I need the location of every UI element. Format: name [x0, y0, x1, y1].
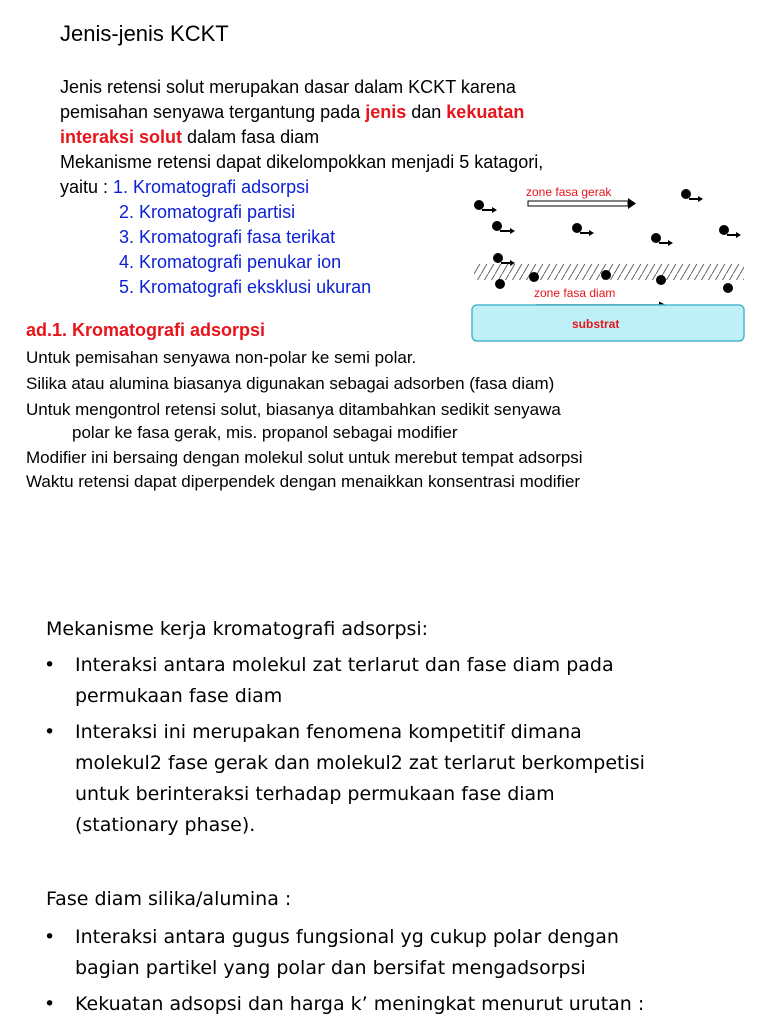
page-title: Jenis-jenis KCKT — [60, 21, 229, 46]
solute-molecule — [719, 225, 741, 238]
adsorbed-molecule — [723, 283, 733, 293]
adsorbed-molecule — [601, 270, 611, 280]
category-item-5: 5. Kromatografi eksklusi ukuran — [119, 277, 372, 297]
mechanism-bullet-2-line: untuk berinteraksi terhadap permukaan fase diam — [75, 783, 555, 805]
body-line: Modifier ini bersaing dengan molekul solut untuk merebut tempat adsorpsi — [26, 448, 583, 467]
intro-text: pemisahan senyawa tergantung pada — [60, 102, 366, 122]
zone-stationary-label: zone fasa diam — [534, 286, 616, 300]
phase-heading: Fase diam silika/alumina : — [46, 888, 292, 910]
phase-bullet-1-line: Interaksi antara gugus fungsional yg cukup polar dengan — [75, 926, 619, 948]
highlight-kekuatan: kekuatan — [446, 102, 525, 122]
category-item-1: 1. Kromatografi adsorpsi — [113, 177, 310, 197]
adsorbed-molecule — [495, 279, 505, 289]
intro-line-2 — [60, 100, 524, 125]
body-line: Silika atau alumina biasanya digunakan sebagai adsorben (fasa diam) — [26, 374, 555, 393]
category-item-3: 3. Kromatografi fasa terikat — [119, 227, 336, 247]
adsorbed-molecule — [656, 275, 666, 285]
category-item-2: 2. Kromatografi partisi — [119, 202, 296, 222]
solute-molecule — [681, 189, 703, 202]
phase-bullet-1-line: bagian partikel yang polar dan bersifat mengadsorpsi — [75, 957, 586, 979]
intro-text: dalam fasa diam — [182, 127, 320, 147]
highlight-interaksi-solut: interaksi solut — [60, 127, 183, 147]
substrate-label: substrat — [572, 317, 620, 331]
bullet-icon: • — [44, 721, 56, 743]
mechanism-heading: Mekanisme kerja kromatografi adsorpsi: — [46, 618, 429, 640]
solute-molecule — [492, 221, 515, 234]
section-title: ad.1. Kromatografi adsorpsi — [26, 320, 266, 340]
zone-mobile-arrow — [528, 198, 636, 209]
body-line: Untuk pemisahan senyawa non-polar ke semi polar. — [26, 348, 417, 367]
intro-text: yaitu : — [60, 177, 114, 197]
body-line: Waktu retensi dapat diperpendek dengan menaikkan konsentrasi modifier — [26, 472, 581, 491]
solute-molecule — [651, 233, 673, 246]
intro-line-5 — [60, 175, 309, 200]
intro-line-1: Jenis retensi solut merupakan dasar dalam KCKT karena — [60, 77, 516, 97]
bullet-icon: • — [44, 993, 56, 1015]
solute-molecule — [572, 223, 594, 236]
solute-molecule — [474, 200, 497, 213]
body-line: polar ke fasa gerak, mis. propanol sebagai modifier — [72, 423, 458, 442]
bullet-icon: • — [44, 654, 56, 676]
intro-line-4: Mekanisme retensi dapat dikelompokkan menjadi 5 katagori, — [60, 152, 544, 172]
intro-line-3 — [60, 125, 319, 150]
mechanism-bullet-2-line: molekul2 fase gerak dan molekul2 zat terlarut berkompetisi — [75, 752, 645, 774]
intro-text: dan — [406, 102, 447, 122]
zone-mobile-label: zone fasa gerak — [526, 185, 612, 199]
category-item-4: 4. Kromatografi penukar ion — [119, 252, 342, 272]
phase-bullet-2-line: Kekuatan adsopsi dan harga k’ meningkat menurut urutan : — [75, 993, 645, 1015]
adsorption-diagram — [460, 178, 760, 346]
mechanism-bullet-1-line: Interaksi antara molekul zat terlarut dan fase diam pada — [75, 654, 614, 676]
highlight-jenis: jenis — [365, 102, 407, 122]
mechanism-bullet-1-line: permukaan fase diam — [75, 685, 283, 707]
adsorbed-molecule — [529, 272, 539, 282]
body-line: Untuk mengontrol retensi solut, biasanya ditambahkan sedikit senyawa — [26, 400, 561, 419]
bullet-icon: • — [44, 926, 56, 948]
mechanism-bullet-2-line: (stationary phase). — [75, 814, 256, 836]
mechanism-bullet-2-line: Interaksi ini merupakan fenomena kompetitif dimana — [75, 721, 582, 743]
